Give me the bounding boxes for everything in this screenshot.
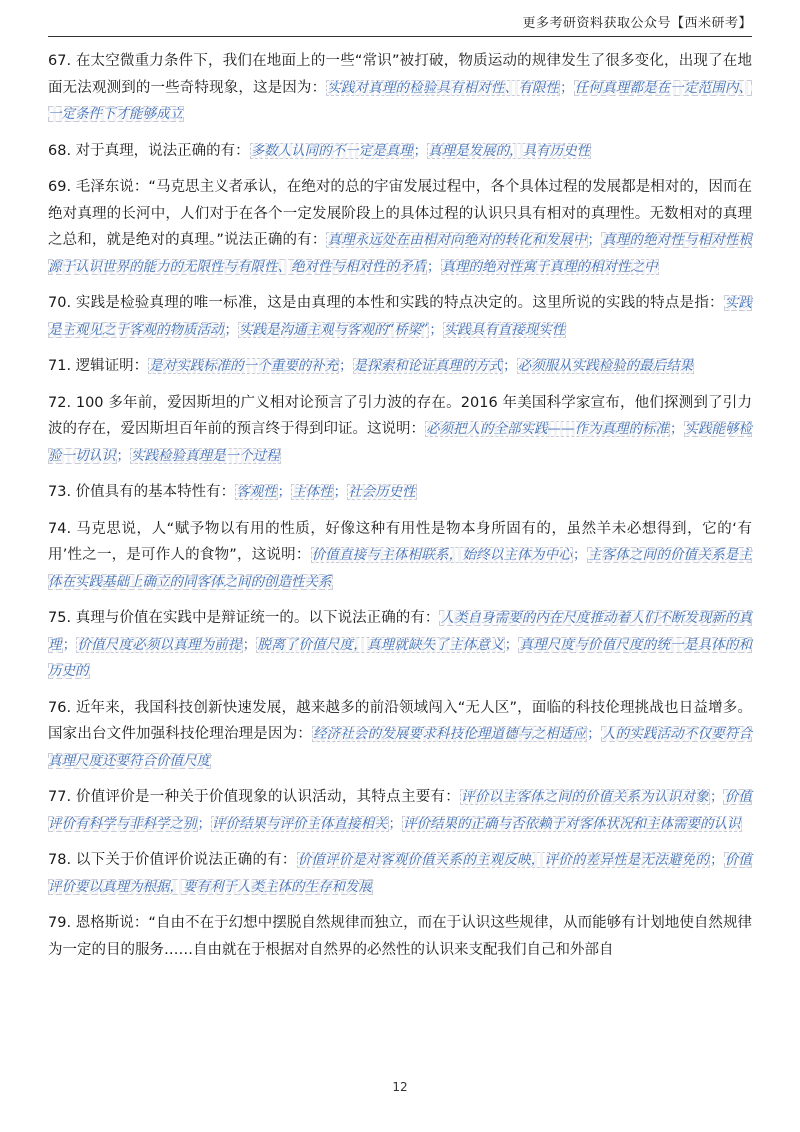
answer-text: 真理的绝对性与相对性根源于认识世界的能力的无限性与有限性、绝对性与相对性的矛盾 [48,232,753,275]
answer-separator: ； [670,421,684,437]
answer-text: 真理永远处在由相对向绝对的转化和发展中 [327,232,587,248]
question-item [48,353,752,380]
answer-text: 实践是沟通主观与客观的“桥梁” [239,321,429,338]
answer-text: 价值评价是对客观价值关系的主观反映，评价的差异性是无法避免的 [297,852,710,868]
answer-separator: ； [573,547,587,563]
answer-text: 主体性 [292,484,333,500]
answer-separator: ； [560,79,574,96]
answer-text: 价值评价要以真理为根据，要有利于人类主体的生存和发展 [48,852,753,895]
answer-text: 实践是主观见之于客观的物质活动 [48,295,753,338]
answer-text: 评价结果的正确与否依赖于对客体状况和主体需要的认识 [403,815,741,832]
question-text: 75. 真理与价值在实践中是辩证统一的。以下说法正确的有： [48,610,440,626]
question-text: 79. 恩格斯说：“自由不在于幻想中摆脱自然规律而独立，而在于认识这些规律，从而能够有计划地使自然规律为一定的目的服务……自由就在于根据对自然界的必然性的认识来支配我们自己和外部自 [48,915,752,958]
answer-text: 实践能够检验一切认识 [48,421,752,464]
question-text: 68. 对于真理，说法正确的有： [48,142,250,159]
question-text: 72. 100 多年前，爱因斯坦的广义相对论预言了引力波的存在。2016 年美国科学家宣布，他们探测到了引力波的存在，爱因斯坦百年前的预言终于得到印证。这说明： [48,394,752,437]
question-list [48,48,752,973]
question-item [48,48,752,128]
question-item [48,784,752,837]
answer-separator: ； [339,358,353,374]
question-text: 67. 在太空微重力条件下，我们在地面上的一些“常识”被打破，物质运动的规律发生了很多变化，出现了在地面无法观测到的一些奇特现象，这是因为： [48,53,752,96]
answer-text: 客观性 [236,484,277,500]
answer-text: 价值尺度必须以真理为前提 [77,636,242,653]
answer-separator: ； [503,358,517,374]
answer-separator: ； [709,789,724,805]
answer-text: 人的实践活动不仅要符合真理尺度还要符合价值尺度 [48,726,752,769]
answer-separator: ； [277,484,292,500]
page-number: 12 [392,1080,408,1094]
answer-text: 脱离了价值尺度，真理就缺失了主体意义 [257,636,504,653]
answer-text: 评价结果与评价主体直接相关 [212,815,388,832]
answer-text: 必须把人的全部实践——作为真理的标准 [426,421,669,437]
answer-text: 实践具有直接现实性 [443,321,566,338]
answer-separator: ； [429,321,443,338]
answer-text: 多数人认同的不一定是真理 [250,142,413,159]
answer-text: 实践检验真理是一个过程 [131,447,280,464]
page-header [0,0,800,40]
answer-separator: ； [197,815,211,832]
question-text: 76. 近年来，我国科技创新快速发展，越来越多的前沿领域闯入“无人区”，面临的科技伦理挑战也日益增多。国家出台文件加强科技伦理治理是因为： [48,699,752,742]
answer-separator: ； [224,321,238,338]
question-text: 77. 价值评价是一种关于价值现象的认识活动，其特点主要有： [48,789,461,805]
answer-text: 真理是发展的，具有历史性 [428,142,591,159]
answer-text: 人类自身需要的内在尺度推动着人们不断发现新的真理 [48,610,753,653]
answer-separator: ； [427,258,441,275]
answer-text: 价值评价有科学与非科学之别 [48,789,753,832]
answer-text: 评价以主客体之间的价值关系为认识对象 [461,789,709,805]
question-text: 71. 逻辑证明： [48,358,149,374]
question-item [48,479,752,506]
answer-text: 是对实践标准的一个重要的补充 [149,358,339,374]
answer-text: 价值直接与主体相联系，始终以主体为中心 [311,547,573,563]
answer-text: 社会历史性 [348,484,416,500]
question-text: 73. 价值具有的基本特性有： [48,484,236,500]
answer-text: 经济社会的发展要求科技伦理道德与之相适应 [312,726,587,742]
question-item [48,695,752,775]
question-text: 74. 马克思说，人“赋予物以有用的性质，好像这种有用性是物本身所固有的，虽然羊未必想得到，它的‘有用’性之一，是可作人的食物”，这说明： [48,520,752,563]
header-divider [48,36,752,37]
answer-separator: ； [388,815,402,832]
answer-separator: ； [413,142,428,159]
question-text: 78. 以下关于价值评价说法正确的有： [48,852,297,868]
answer-separator: ； [587,726,601,742]
answer-separator: ； [710,852,724,868]
answer-text: 真理尺度与价值尺度的统一是具体的和历史的 [48,636,753,679]
question-item [48,516,752,596]
question-item [48,847,752,900]
answer-text: 真理的绝对性寓于真理的相对性之中 [441,258,658,275]
question-item [48,138,752,165]
answer-separator: ； [333,484,348,500]
question-text: 70. 实践是检验真理的唯一标准，这是由真理的本性和实践的特点决定的。这里所说的实践的特点是指： [48,295,724,311]
answer-separator: ； [504,636,519,653]
question-item [48,290,752,343]
answer-separator: ； [242,636,257,653]
answer-text: 任何真理都是在一定范围内、一定条件下才能够成立 [48,79,753,122]
header-text: 更多考研资料获取公众号【西米研考】 [522,16,752,31]
question-item [48,174,752,280]
question-text: 69. 毛泽东说：“马克思主义者承认，在绝对的总的宇宙发展过程中，各个具体过程的发展都是相对的，因而在绝对真理的长河中，人们对于在各个一定发展阶段上的具体过程的认识只具有相对的真理性。无数相对的真理之总和，就是绝对的真理。”说法正确的有： [48,179,752,248]
question-item [48,390,752,470]
answer-text: 主客体之间的价值关系是主体在实践基础上确立的同客体之间的创造性关系 [48,547,753,590]
answer-separator: ； [587,232,602,248]
answer-separator: ； [62,636,77,653]
answer-separator: ； [116,447,130,464]
answer-text: 必须服从实践检验的最后结果 [517,358,694,374]
question-item [48,605,752,685]
answer-text: 实践对真理的检验具有相对性、有限性 [327,79,560,96]
question-item [48,910,752,963]
answer-text: 是探索和论证真理的方式 [353,358,503,374]
